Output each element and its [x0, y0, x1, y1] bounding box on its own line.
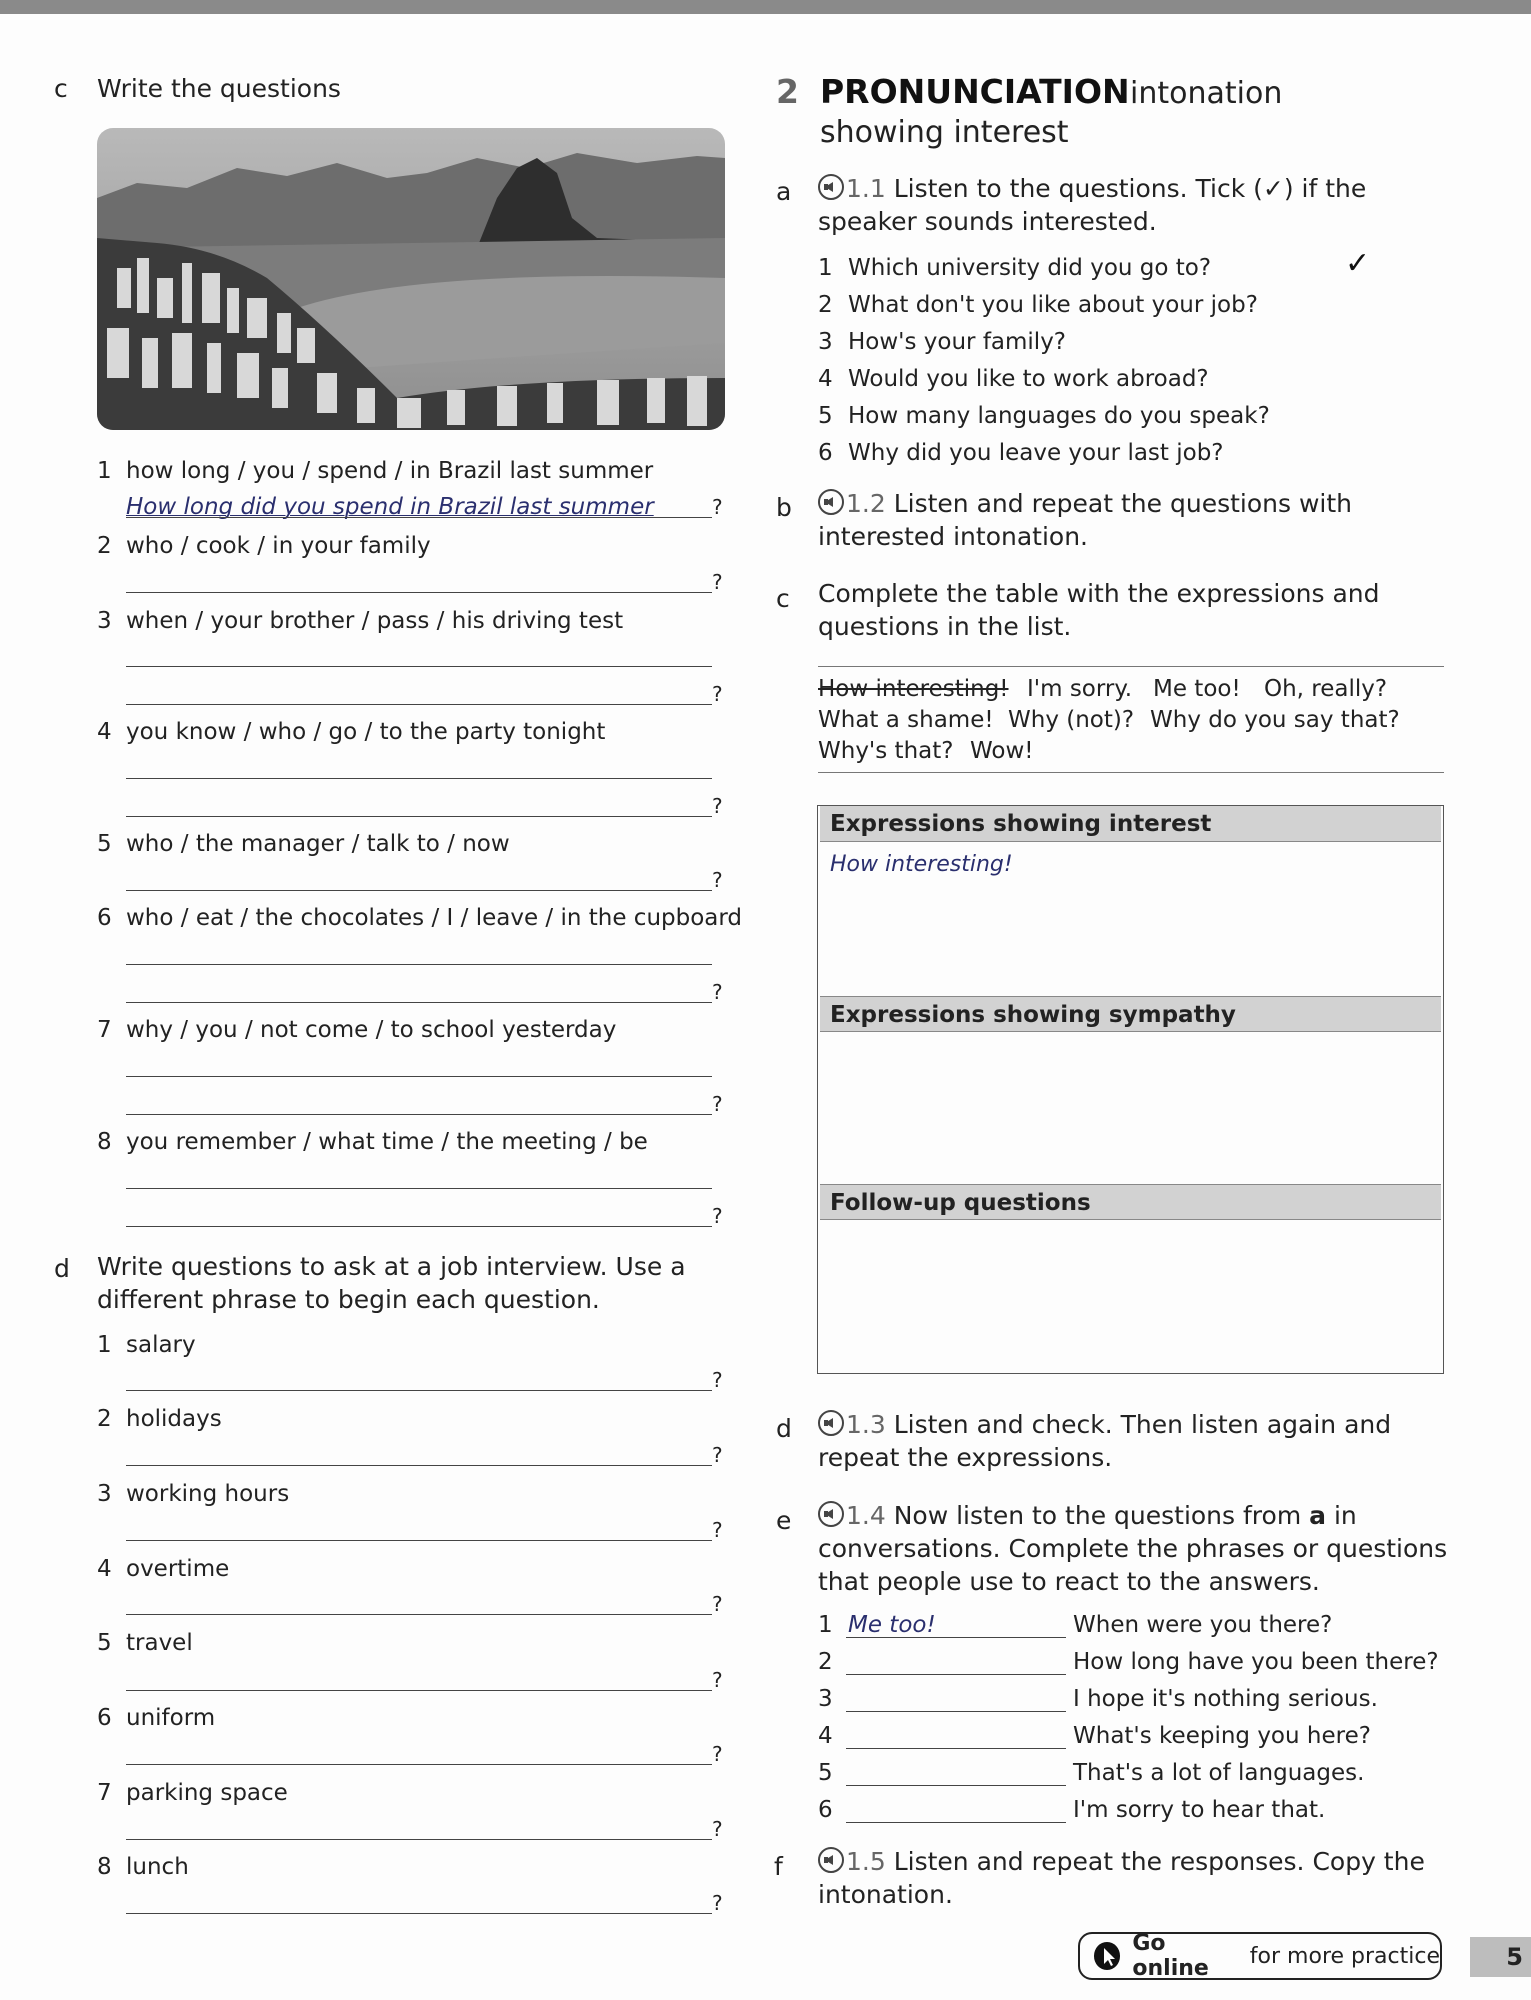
question-mark: ? — [712, 868, 723, 892]
e-item-num: 2 — [818, 1649, 833, 1675]
question-mark: ? — [712, 1518, 723, 1542]
c-item-prompt: you remember / what time / the meeting / be — [126, 1129, 648, 1155]
answer-line[interactable] — [126, 1465, 712, 1466]
a-item-text: Which university did you go to? — [848, 255, 1212, 281]
section-subtitle-line2: showing interest — [820, 115, 1069, 150]
table-heading-interest: Expressions showing interest — [820, 806, 1441, 842]
question-mark: ? — [712, 1204, 723, 1228]
d-item-word: salary — [126, 1332, 196, 1358]
exercise-f-text-line2: intonation. — [818, 1880, 953, 1909]
a-item-text: How many languages do you speak? — [848, 403, 1270, 429]
exercise-d-right-text: Listen and check. Then listen again and — [893, 1410, 1392, 1439]
phrase-box-bottom-rule — [818, 772, 1444, 773]
exercise-d-right-text-line2: repeat the expressions. — [818, 1443, 1113, 1472]
e-item-num: 5 — [818, 1760, 833, 1786]
answer-line[interactable] — [126, 1114, 712, 1115]
phrase-box-top-rule — [818, 666, 1444, 667]
e-item-response: When were you there? — [1073, 1612, 1333, 1638]
question-mark: ? — [712, 1817, 723, 1841]
exercise-d-right-letter: d — [776, 1414, 792, 1443]
c-item-num: 2 — [97, 533, 112, 559]
answer-line[interactable] — [126, 1226, 712, 1227]
e-item-example-answer: Me too! — [848, 1612, 936, 1638]
answer-line[interactable] — [846, 1637, 1066, 1638]
d-item-word: travel — [126, 1630, 193, 1656]
answer-line[interactable] — [126, 964, 712, 965]
d-item-num: 8 — [97, 1854, 112, 1880]
c-item-prompt: when / your brother / pass / his driving test — [126, 608, 624, 634]
d-item-word: lunch — [126, 1854, 189, 1880]
a-item-num: 6 — [818, 440, 833, 466]
c-item-prompt: how long / you / spend / in Brazil last summer — [126, 458, 654, 484]
exercise-f-instruction — [818, 1845, 1425, 1878]
table-heading-followup: Follow-up questions — [820, 1184, 1441, 1220]
d-item-word: overtime — [126, 1556, 230, 1582]
followup-answer-area[interactable] — [818, 1221, 1442, 1371]
answer-line[interactable] — [846, 1674, 1066, 1675]
answer-line[interactable] — [126, 1690, 712, 1691]
exercise-d-right-instruction — [818, 1408, 1391, 1441]
table-heading-sympathy: Expressions showing sympathy — [820, 996, 1441, 1032]
section-title: PRONUNCIATION — [820, 72, 1130, 111]
answer-line[interactable] — [126, 1002, 712, 1003]
question-mark: ? — [712, 1668, 723, 1692]
phrase-item: Oh, really? — [1264, 676, 1388, 702]
go-online-rest: for more practice — [1242, 1943, 1440, 1969]
c-item-num: 5 — [97, 831, 112, 857]
phrase-item: Me too! — [1153, 676, 1241, 702]
a-item-num: 5 — [818, 403, 833, 429]
exercise-c-right-letter: c — [776, 584, 790, 613]
question-mark: ? — [712, 570, 723, 594]
answer-line[interactable] — [126, 1839, 712, 1840]
phrase-item: Why do you say that? — [1150, 707, 1400, 733]
exercise-a-letter: a — [776, 177, 792, 206]
go-online-button[interactable] — [1078, 1932, 1442, 1980]
a-item-num: 3 — [818, 329, 833, 355]
d-item-num: 6 — [97, 1705, 112, 1731]
answer-line[interactable] — [846, 1711, 1066, 1712]
exercise-a-text: Listen to the questions. Tick (✓) if the — [893, 174, 1367, 203]
go-online-label: Go online — [1132, 1931, 1209, 1981]
track-number: 1.1 — [846, 174, 886, 203]
c-item-num: 4 — [97, 719, 112, 745]
question-mark: ? — [712, 1891, 723, 1915]
answer-line[interactable] — [126, 1390, 712, 1391]
e-item-response: What's keeping you here? — [1073, 1723, 1371, 1749]
answer-line[interactable] — [126, 1188, 712, 1189]
a-item-num: 1 — [818, 255, 833, 281]
c-item-num: 6 — [97, 905, 112, 931]
question-mark: ? — [712, 1742, 723, 1766]
exercise-c-right-text-line2: questions in the list. — [818, 612, 1072, 641]
exercise-d-letter: d — [54, 1254, 70, 1283]
track-number: 1.2 — [846, 489, 886, 518]
answer-line[interactable] — [126, 890, 712, 891]
expressions-table — [817, 805, 1444, 1374]
question-mark: ? — [712, 1592, 723, 1616]
d-item-num: 7 — [97, 1780, 112, 1806]
answer-line[interactable] — [126, 592, 712, 593]
audio-icon[interactable] — [818, 1847, 844, 1873]
exercise-d-title-line2: different phrase to begin each question. — [97, 1285, 600, 1314]
d-item-num: 3 — [97, 1481, 112, 1507]
e-item-num: 3 — [818, 1686, 833, 1712]
section-number: 2 — [776, 72, 799, 111]
e-item-response: How long have you been there? — [1073, 1649, 1439, 1675]
exercise-b-letter: b — [776, 493, 792, 522]
answer-line[interactable] — [846, 1748, 1066, 1749]
d-item-word: uniform — [126, 1705, 216, 1731]
question-mark: ? — [712, 682, 723, 706]
exercise-c-title: Write the questions — [97, 74, 341, 103]
answer-line[interactable] — [126, 1540, 712, 1541]
exercise-e-text-line3: that people use to react to the answers. — [818, 1567, 1320, 1596]
c-item-example-answer: How long did you spend in Brazil last summer — [126, 494, 654, 520]
e-item-num: 1 — [818, 1612, 833, 1638]
d-item-word: holidays — [126, 1406, 222, 1432]
answer-line[interactable] — [126, 1614, 712, 1615]
answer-line[interactable] — [126, 517, 712, 518]
c-item-num: 8 — [97, 1129, 112, 1155]
exercise-e-instruction — [818, 1499, 1357, 1532]
answer-line[interactable] — [846, 1822, 1066, 1823]
phrase-item: What a shame! — [818, 707, 994, 733]
d-item-num: 2 — [97, 1406, 112, 1432]
question-mark: ? — [712, 794, 723, 818]
track-number: 1.3 — [846, 1410, 886, 1439]
answer-line[interactable] — [126, 704, 712, 705]
e-item-num: 4 — [818, 1723, 833, 1749]
audio-icon[interactable] — [818, 1410, 844, 1436]
c-item-prompt: who / eat / the chocolates / I / leave / in the cupboard — [126, 905, 743, 931]
cursor-icon — [1094, 1942, 1120, 1970]
c-item-num: 1 — [97, 458, 112, 484]
question-mark: ? — [712, 980, 723, 1004]
track-number: 1.4 — [846, 1501, 886, 1530]
c-item-num: 3 — [97, 608, 112, 634]
a-item-text: What don't you like about your job? — [848, 292, 1258, 318]
table-example-answer: How interesting! — [830, 852, 1013, 877]
tick-mark[interactable]: ✓ — [1345, 246, 1371, 281]
sympathy-answer-area[interactable] — [818, 1033, 1442, 1183]
a-item-text: Would you like to work abroad? — [848, 366, 1209, 392]
e-item-response: I'm sorry to hear that. — [1073, 1797, 1326, 1823]
exercise-f-text: Listen and repeat the responses. Copy the — [893, 1847, 1425, 1876]
answer-line[interactable] — [126, 1764, 712, 1765]
exercise-a-instruction — [818, 172, 1366, 205]
exercise-e-text-pre: Now listen to the questions from — [893, 1501, 1310, 1530]
phrase-item: How interesting! — [818, 676, 1009, 702]
answer-line[interactable] — [126, 666, 712, 667]
exercise-b-text: Listen and repeat the questions with — [893, 489, 1352, 518]
d-item-num: 1 — [97, 1332, 112, 1358]
page-number: 5 — [1470, 1937, 1531, 1977]
exercise-c-letter: c — [54, 74, 68, 103]
phrase-item: I'm sorry. — [1027, 676, 1133, 702]
d-item-word: working hours — [126, 1481, 290, 1507]
phrase-item: Wow! — [970, 738, 1034, 764]
exercise-f-letter: f — [774, 1852, 783, 1881]
phrase-item: Why (not)? — [1008, 707, 1135, 733]
scan-top-border — [0, 0, 1531, 14]
question-mark: ? — [712, 1368, 723, 1392]
a-item-num: 4 — [818, 366, 833, 392]
answer-line[interactable] — [126, 778, 712, 779]
c-item-prompt: who / the manager / talk to / now — [126, 831, 510, 857]
exercise-a-text-line2: speaker sounds interested. — [818, 207, 1157, 236]
e-item-num: 6 — [818, 1797, 833, 1823]
c-item-num: 7 — [97, 1017, 112, 1043]
rio-de-janeiro-photo — [97, 128, 725, 430]
question-mark: ? — [712, 1092, 723, 1116]
city-bay-image — [97, 128, 725, 430]
exercise-c-right-text: Complete the table with the expressions and — [818, 579, 1380, 608]
audio-icon[interactable] — [818, 1501, 844, 1527]
c-item-prompt: who / cook / in your family — [126, 533, 431, 559]
audio-icon[interactable] — [818, 489, 844, 515]
exercise-d-title-line1: Write questions to ask at a job interview. Use a — [97, 1252, 686, 1281]
interest-answer-area[interactable] — [818, 850, 1442, 998]
answer-line[interactable] — [846, 1785, 1066, 1786]
a-item-text: Why did you leave your last job? — [848, 440, 1224, 466]
exercise-b-instruction — [818, 487, 1352, 520]
d-item-num: 4 — [97, 1556, 112, 1582]
question-mark: ? — [712, 1443, 723, 1467]
answer-line[interactable] — [126, 1913, 712, 1914]
phrase-item: Why's that? — [818, 738, 954, 764]
d-item-word: parking space — [126, 1780, 288, 1806]
a-item-text: How's your family? — [848, 329, 1067, 355]
track-number: 1.5 — [846, 1847, 886, 1876]
e-item-response: I hope it's nothing serious. — [1073, 1686, 1378, 1712]
question-mark: ? — [712, 495, 723, 519]
c-item-prompt: why / you / not come / to school yesterday — [126, 1017, 617, 1043]
section-subtitle: intonation — [1130, 76, 1283, 111]
a-item-num: 2 — [818, 292, 833, 318]
audio-icon[interactable] — [818, 174, 844, 200]
c-item-prompt: you know / who / go / to the party tonight — [126, 719, 606, 745]
answer-line[interactable] — [126, 816, 712, 817]
exercise-e-letter: e — [776, 1506, 792, 1535]
e-item-response: That's a lot of languages. — [1073, 1760, 1365, 1786]
exercise-b-text-line2: interested intonation. — [818, 522, 1088, 551]
exercise-e-text-line2: conversations. Complete the phrases or questions — [818, 1534, 1448, 1563]
answer-line[interactable] — [126, 1076, 712, 1077]
exercise-e-text-post: in — [1326, 1501, 1357, 1530]
exercise-e-text-bold: a — [1309, 1501, 1326, 1530]
d-item-num: 5 — [97, 1630, 112, 1656]
